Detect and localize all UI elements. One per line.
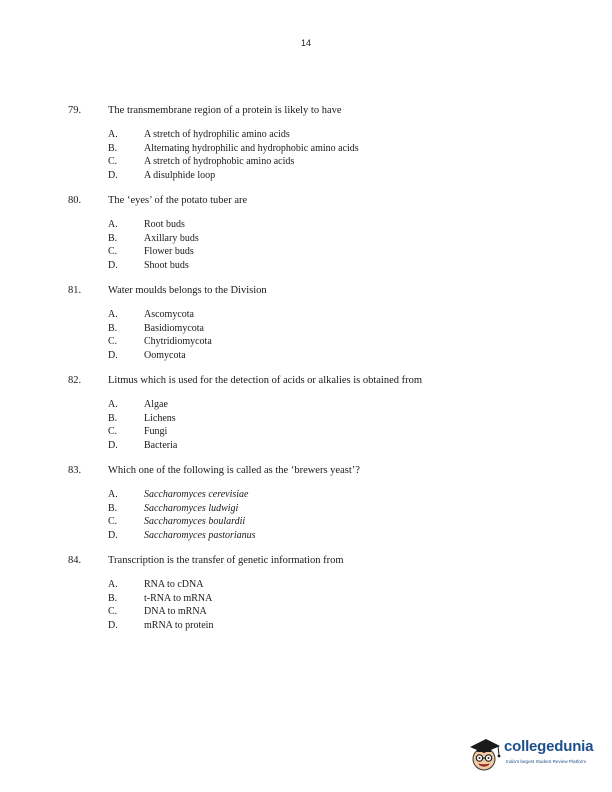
option <box>108 439 568 453</box>
option-list <box>68 218 568 272</box>
option-list <box>68 308 568 362</box>
option-text: A stretch of hydrophilic amino acids <box>144 129 290 140</box>
option <box>108 502 568 516</box>
option-letter: B. <box>108 502 118 514</box>
option-letter: A. <box>108 579 118 590</box>
option-text: Alternating hydrophilic and hydrophobic amino acids <box>144 142 359 154</box>
option-text: Saccharomyces pastorianus <box>144 529 256 541</box>
question <box>68 104 568 182</box>
option <box>108 515 568 529</box>
option-text: DNA to mRNA <box>144 606 207 617</box>
question <box>68 194 568 272</box>
option <box>108 529 568 543</box>
question-number: 81. <box>68 285 82 296</box>
option-letter: D. <box>108 169 118 181</box>
option-list <box>68 578 568 632</box>
option-text: Fungi <box>144 426 168 437</box>
option <box>108 412 568 426</box>
question-number: 84. <box>68 555 82 566</box>
option-text: Basidiomycota <box>144 322 204 334</box>
option-letter: A. <box>108 309 118 320</box>
question-list <box>68 104 568 644</box>
option <box>108 218 568 232</box>
question <box>68 284 568 362</box>
question <box>68 464 568 542</box>
option-letter: C. <box>108 426 118 437</box>
option-text: mRNA to protein <box>144 619 214 631</box>
option <box>108 259 568 273</box>
question <box>68 374 568 452</box>
option-letter: C. <box>108 156 118 167</box>
option-text: A stretch of hydrophobic amino acids <box>144 156 295 167</box>
option-letter: D. <box>108 259 118 271</box>
option-letter: B. <box>108 412 118 424</box>
option-text: Saccharomyces ludwigi <box>144 502 239 514</box>
question-number: 79. <box>68 105 82 116</box>
option <box>108 155 568 169</box>
option <box>108 619 568 633</box>
option-letter: D. <box>108 529 118 541</box>
option <box>108 335 568 349</box>
option-letter: A. <box>108 399 118 410</box>
question-text: The ‘eyes’ of the potato tuber are <box>108 195 248 206</box>
option-text: t-RNA to mRNA <box>144 592 213 604</box>
option-letter: D. <box>108 619 118 631</box>
option <box>108 425 568 439</box>
option <box>108 308 568 322</box>
question-text: Litmus which is used for the detection of acids or alkalies is obtained from <box>108 375 423 386</box>
option-letter: C. <box>108 246 118 257</box>
option-list <box>68 128 568 182</box>
option-text: Flower buds <box>144 246 194 257</box>
option-letter: C. <box>108 606 118 617</box>
option-letter: D. <box>108 439 118 451</box>
option <box>108 398 568 412</box>
question-header <box>68 194 568 208</box>
question-header <box>68 284 568 298</box>
question-number: 80. <box>68 195 82 206</box>
option-text: Axillary buds <box>144 232 199 244</box>
option-letter: B. <box>108 232 118 244</box>
question-header <box>68 554 568 568</box>
question-header <box>68 374 568 388</box>
option-list <box>68 398 568 452</box>
option <box>108 245 568 259</box>
option-text: Shoot buds <box>144 259 189 271</box>
option <box>108 322 568 336</box>
option-text: Ascomycota <box>144 309 194 320</box>
option <box>108 169 568 183</box>
option <box>108 128 568 142</box>
question-text: Which one of the following is called as the ‘brewers yeast’? <box>108 465 360 476</box>
mascot-icon <box>466 733 504 773</box>
option <box>108 232 568 246</box>
option <box>108 349 568 363</box>
option-list <box>68 488 568 542</box>
question-text: Transcription is the transfer of genetic information from <box>108 555 344 566</box>
page-number: 14 <box>300 38 311 48</box>
option-text: RNA to cDNA <box>144 579 204 590</box>
question <box>68 554 568 632</box>
logo-tagline: India's largest Student Review Platform <box>506 759 587 764</box>
option-text: Saccharomyces cerevisiae <box>144 489 249 500</box>
option-letter: D. <box>108 349 118 361</box>
option-text: Saccharomyces boulardii <box>144 516 246 527</box>
option-text: Oomycota <box>144 349 186 361</box>
question-text: Water moulds belongs to the Division <box>108 285 267 296</box>
option-letter: B. <box>108 322 118 334</box>
question-number: 82. <box>68 375 82 386</box>
option-text: Bacteria <box>144 439 178 451</box>
option-text: Algae <box>144 399 168 410</box>
option-letter: B. <box>108 592 118 604</box>
option-text: Chytridiomycota <box>144 336 212 347</box>
option-text: A disulphide loop <box>144 169 216 181</box>
option-letter: C. <box>108 336 118 347</box>
option-letter: A. <box>108 129 118 140</box>
option <box>108 488 568 502</box>
collegedunia-logo[interactable] <box>466 733 606 777</box>
option-letter: B. <box>108 142 118 154</box>
option <box>108 142 568 156</box>
question-header <box>68 464 568 478</box>
option <box>108 578 568 592</box>
question-header <box>68 104 568 118</box>
option <box>108 605 568 619</box>
option-letter: C. <box>108 516 118 527</box>
option-text: Root buds <box>144 219 185 230</box>
option-letter: A. <box>108 489 118 500</box>
option-text: Lichens <box>144 412 176 424</box>
logo-name: collegedunia <box>504 738 594 755</box>
question-number: 83. <box>68 465 82 476</box>
option-letter: A. <box>108 219 118 230</box>
option <box>108 592 568 606</box>
question-text: The transmembrane region of a protein is likely to have <box>108 105 342 116</box>
